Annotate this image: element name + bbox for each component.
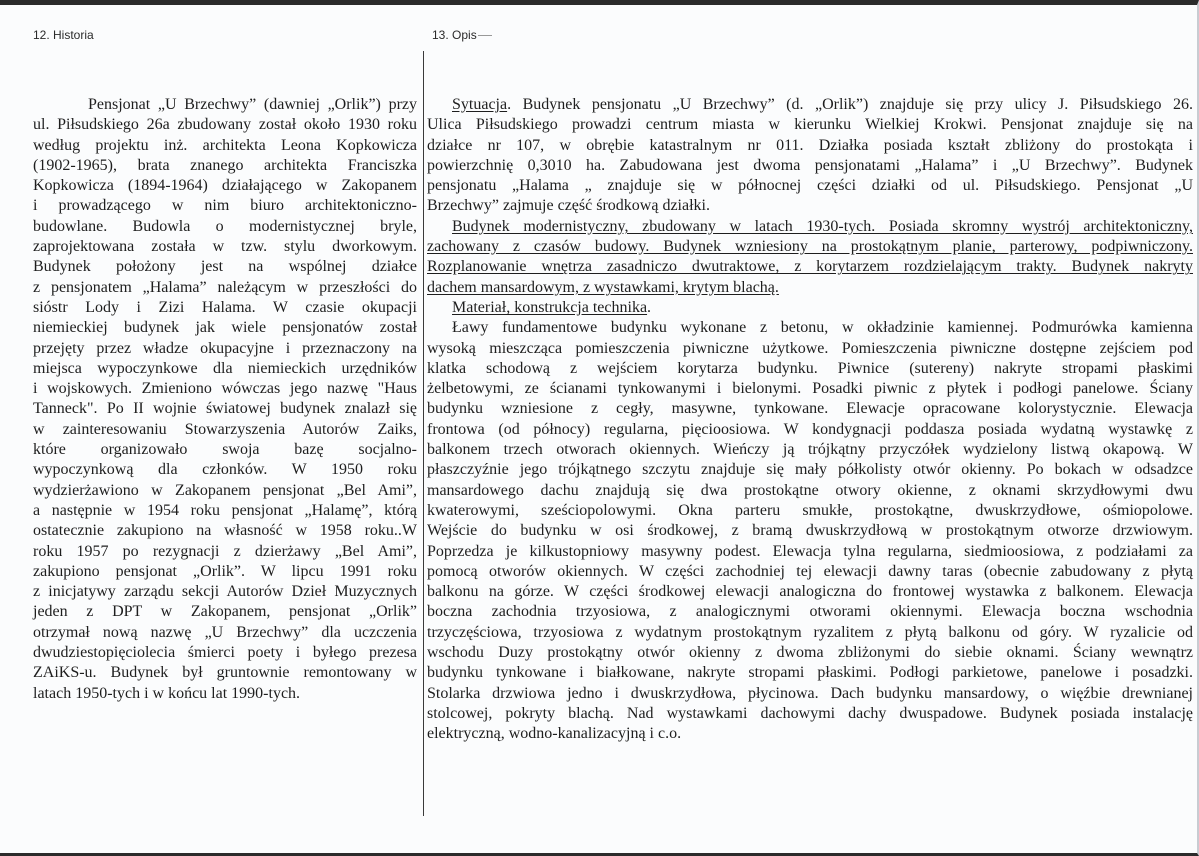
text-line: stolcowej, pokryty blachą. Nad wystawkami dachowymi dachy dwuspadowe. Budynek posiada instalację bbox=[427, 704, 1193, 722]
text-line: frontowa (od północy) regularna, pięcioosiowa. W kondygnacji poddasza posiada wydatną wystawkę z bbox=[427, 420, 1193, 438]
text-line: latach 1950-tych i w końcu lat 1990-tych. bbox=[33, 684, 301, 702]
history-text bbox=[33, 95, 417, 704]
history-column bbox=[0, 5, 418, 853]
text-line: pomocą otworów okiennych. W części zachodniej tej elewacji dawny taras (obecnie zabudowany z płytą bbox=[427, 562, 1193, 580]
text-line: Ulica Piłsudskiego prowadzi centrum miasta w kierunku Wielkiej Krokwi. Pensjonat znajduje się na bbox=[427, 116, 1193, 134]
text-line: sióstr Lody i Zizi Halama. W czasie okupacji bbox=[33, 298, 417, 316]
heading-sytuacja: Sytuacja bbox=[452, 96, 508, 113]
text-line: Ławy fundamentowe budynku wykonane z betonu, w okładzinie kamiennej. Podmurówka kamienna bbox=[452, 319, 1193, 337]
text-line: wschodu Duzy prostokątny otwór okienny z dwoma zbliżonymi do siebie oknami. Ściany wewnątrz bbox=[427, 644, 1193, 662]
text-line: z pensjonatem „Halama” należącym w przeszłości do bbox=[33, 278, 417, 296]
text-line: kwaterowymi, sześciopolowymi. Okna parteru smukłe, prostokątne, dwuskrzydłowe, ośmiopolowe. bbox=[427, 501, 1193, 519]
text-line: budynku wzniesione z cegły, masywne, tynkowane. Elewacje opracowane kolorystycznie. Elewacja bbox=[427, 400, 1193, 418]
text-line: wydzierżawiono w Zakopanem pensjonat „Bel Ami”, bbox=[33, 481, 417, 499]
text-line: z inicjatywy zarządu sekcji Autorów Dzieł Muzycznych bbox=[33, 583, 417, 601]
text-line: zakupiono pensjonat „Orlik”. W lipcu 1991 roku bbox=[33, 562, 417, 580]
summary-line: dachem mansardowym, z wystawkami, krytym blachą. bbox=[427, 278, 779, 296]
text-line: Poprzedza je kilkustopniowy masywny podest. Elewacja tylna regularna, siedmioosiowa, z podziałami za bbox=[427, 542, 1193, 560]
summary-line: Rozplanowanie wnętrza zasadniczo dwutraktowe, z korytarzem rozdzielającym trakty. Budynek nakryty bbox=[427, 258, 1193, 276]
text-line: zaprojektowana została w tzw. stylu dworkowym. bbox=[33, 238, 417, 256]
text-line: ostatecznie zakupiono na własność w 1958 roku..W bbox=[33, 522, 417, 540]
text-line: i prowadzącego w nim biuro architektoniczno- bbox=[33, 197, 417, 215]
text-line: płaszczyźnie jego trójkątnego szczytu znajduje się mały półkolisty otwór okienny. Po bokach w odsadzce bbox=[427, 461, 1193, 479]
text-line: według projektu inż. architekta Leona Kopkowicza bbox=[33, 136, 417, 154]
text-line: balkonem trzech otworach okiennych. Wieńczy ją trójkątny przyczółek wydzielony listwą okapową. W bbox=[427, 441, 1193, 459]
text-line: i wojskowych. Zmieniono wówczas jego nazwę "Haus bbox=[33, 380, 417, 398]
text-line: pensjonatu „Halama „ znajduje się w północnej części działki od ul. Piłsudskiego. Pensjonat „U bbox=[427, 177, 1193, 195]
text-line: jeden z DPT w Zakopanem, pensjonat „Orlik” bbox=[33, 603, 417, 621]
text-line: powierzchnię 0,3010 ha. Zabudowana jest dwoma pensjonatami „Halama” i „U Brzechwy”. Budynek bbox=[427, 156, 1193, 174]
description-column bbox=[424, 5, 1193, 853]
text-line: Brzechwy” zajmuje część środkową działki. bbox=[427, 197, 710, 215]
text-line: wysoką mieszcząca pomieszczenia piwniczne użytkowe. Pomieszczenia piwniczne dostępne zejściem pod bbox=[427, 339, 1193, 357]
text-line: niemieckiej budynek jak wiele pensjonatów został bbox=[33, 319, 417, 337]
text-line: Budynek położony jest na wspólnej działce bbox=[33, 258, 417, 276]
heading-material-line: Materiał, konstrukcja technika. bbox=[452, 298, 652, 316]
description-text bbox=[427, 95, 1193, 745]
text-line: otrzymał nową nazwę „U Brzechwy” dla uczczenia bbox=[33, 623, 417, 641]
section-label-opis: 13. Opis bbox=[432, 28, 492, 42]
text-line: roku 1957 po rezygnacji z dzierżawy „Bel Ami”, bbox=[33, 542, 417, 560]
text-line: działce nr 107, w obrębie katastralnym nr 011. Działka posiada kształt zbliżony do prostokąta i bbox=[427, 136, 1193, 154]
text-line: Pensjonat „U Brzechwy” (dawniej „Orlik”) przy bbox=[88, 96, 417, 113]
section-label-historia: 12. Historia bbox=[33, 28, 94, 42]
text-line: wypoczynkową dla członków. W 1950 roku bbox=[33, 461, 417, 479]
text-line: (1902-1965), brata znanego architekta Franciszka bbox=[33, 156, 417, 174]
text-line: przejęty przez władze okupacyjne i przeznaczony na bbox=[33, 339, 417, 357]
heading-material: Materiał, konstrukcja technika bbox=[452, 298, 648, 316]
text-line: żelbetowymi, ze ścianami tynkowanymi i bielonymi. Posadki piwnic z płytek i podłogi panelowe. Ściany bbox=[427, 380, 1193, 398]
text-line: miejsca wypoczynkowe dla niemieckich urzędników bbox=[33, 359, 417, 377]
text-line: ul. Piłsudskiego 26a zbudowany został około 1930 roku bbox=[33, 116, 417, 134]
summary-line: zachowany z czasów budowy. Budynek wzniesiony na prostokątnym planie, parterowy, podpiwniczony. bbox=[427, 238, 1193, 256]
text-line: dwudziestopięciolecia śmierci poety i byłego prezesa bbox=[33, 644, 417, 662]
text-line: budynku tynkowane i białkowane, nakryte stropami płaskimi. Podłogi parkietowe, panelowe i posadzki. bbox=[427, 664, 1193, 682]
text-line: a następnie w 1954 roku pensjonat „Halamę”, którą bbox=[33, 501, 417, 519]
text-line: Wejście do budynku w osi środkowej, z bramą dwuskrzydłową w prostokątnym otworze drzwiowym. bbox=[427, 522, 1193, 540]
text-line: Tanneck". Po II wojnie światowej budynek znalazł się bbox=[33, 400, 417, 418]
summary-line: Budynek modernistyczny, zbudowany w latach 1930-tych. Posiada skromny wystrój architektoniczny, bbox=[452, 217, 1193, 235]
text-line: elektryczną, wodno-kanalizacyjną i c.o. bbox=[427, 725, 682, 743]
text-line: ZAiKS-u. Budynek był gruntownie remontowany w bbox=[33, 664, 417, 682]
text-line: w zainteresowaniu Stowarzyszenia Autorów Zaiks, bbox=[33, 420, 417, 438]
text-line: Sytuacja. Budynek pensjonatu „U Brzechwy” (d. „Orlik”) znajduje się przy ulicy J. Piłsudskiego 26. bbox=[452, 96, 1193, 113]
text-line: Stolarka drzwiowa jedno i dwuskrzydłowa, płycinowa. Dach budynku mansardowy, o więźbie drewnianej bbox=[427, 684, 1193, 702]
text-line: Kopkowicza (1894-1964) działającego w Zakopanem bbox=[33, 177, 417, 195]
text-line: które organizowało swoja bazę socjalno- bbox=[33, 441, 417, 459]
text-line: balkonu na górze. W części środkowej elewacji analogiczna do frontowej wystawka z balkonem. Elewacja bbox=[427, 583, 1193, 601]
text-line: trzyczęściowa, trzyosiowa z wydatnym prostokątnym ryzalitem z płytą balkonu od góry. W ryzalicie od bbox=[427, 623, 1193, 641]
text-line: boczna zachodnia trzyosiowa, z analogicznymi otworami okiennymi. Elewacja boczna wschodnia bbox=[427, 603, 1193, 621]
text-line: klatka schodową z wejściem korytarza budynku. Piwnice (sutereny) nakryte stropami płaskimi bbox=[427, 359, 1193, 377]
text-line: mansardowego dachu znajdują się dwa prostokątne otwory okienne, z oknami skrzydłowymi dwu bbox=[427, 481, 1193, 499]
text-line: budowlane. Budowla o modernistycznej bryle, bbox=[33, 217, 417, 235]
